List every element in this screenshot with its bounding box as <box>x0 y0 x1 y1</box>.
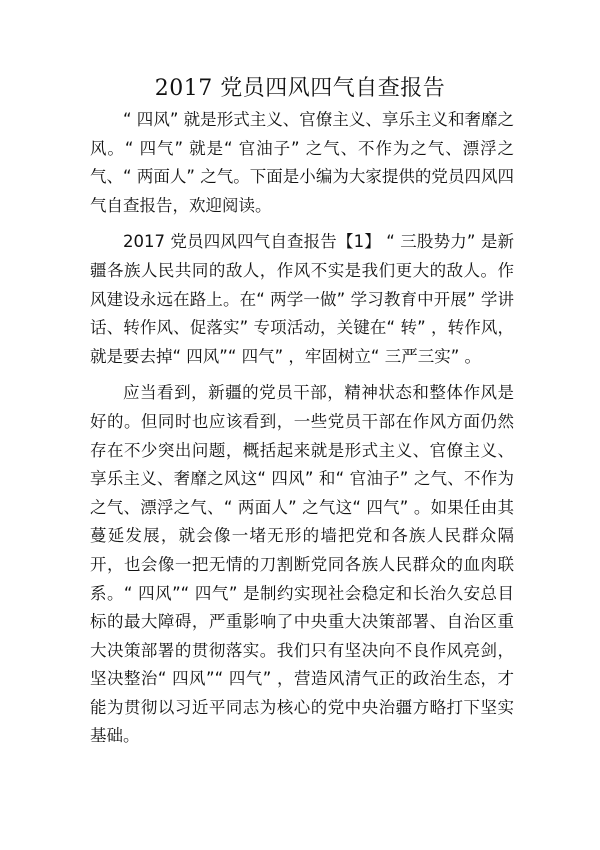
document-body <box>90 106 514 751</box>
paragraph-intro: “ 四风” 就是形式主义、官僚主义、享乐主义和奢靡之风。“ 四气” 就是“ 官油子” 之气、不作为之气、漂浮之气、“ 两面人” 之气。下面是小编为大家提供的党员四风四气自查报告，欢迎阅读。 <box>90 110 514 215</box>
document-title: 2017 党员四风四气自查报告 <box>154 76 446 101</box>
paragraph-report-1: 2017 党员四风四气自查报告【1】 “ 三股势力” 是新疆各族人民共同的敌人，作风不实是我们更大的敌人。作风建设永远在路上。在“ 两学一做” 学习教育中开展” 学讲话、转作风、促落实” 专项活动，关键在“ 转” ，转作风，就是要去掉“ 四风”“ 四气” ，牢固树立“ 三严三实” 。 <box>90 232 514 366</box>
paragraph-analysis: 应当看到，新疆的党员干部，精神状态和整体作风是好的。但同时也应该看到，一些党员干部在作风方面仍然存在不少突出问题，概括起来就是形式主义、官僚主义、享乐主义、奢靡之风这“ 四风” 和“ 官油子” 之气、不作为之气、漂浮之气、“ 两面人” 之气这“ 四气” 。如果任由其蔓延发展，就会像一堵无形的墙把党和各族人民群众隔开，也会像一把无情的刀割断党同各族人民群众的血肉联系。“ 四风”“ 四气” 是制约实现社会稳定和长治久安总目标的最大障碍，严重影响了中央重大决策部署、自治区重大决策部署的贯彻落实。我们只有坚决向不良作风亮剑，坚决整治“ 四风”“ 四气” ，营造风清气正的政治生态，才能为贯彻以习近平同志为核心的党中央治疆方略打下坚实基础。 <box>90 383 514 746</box>
